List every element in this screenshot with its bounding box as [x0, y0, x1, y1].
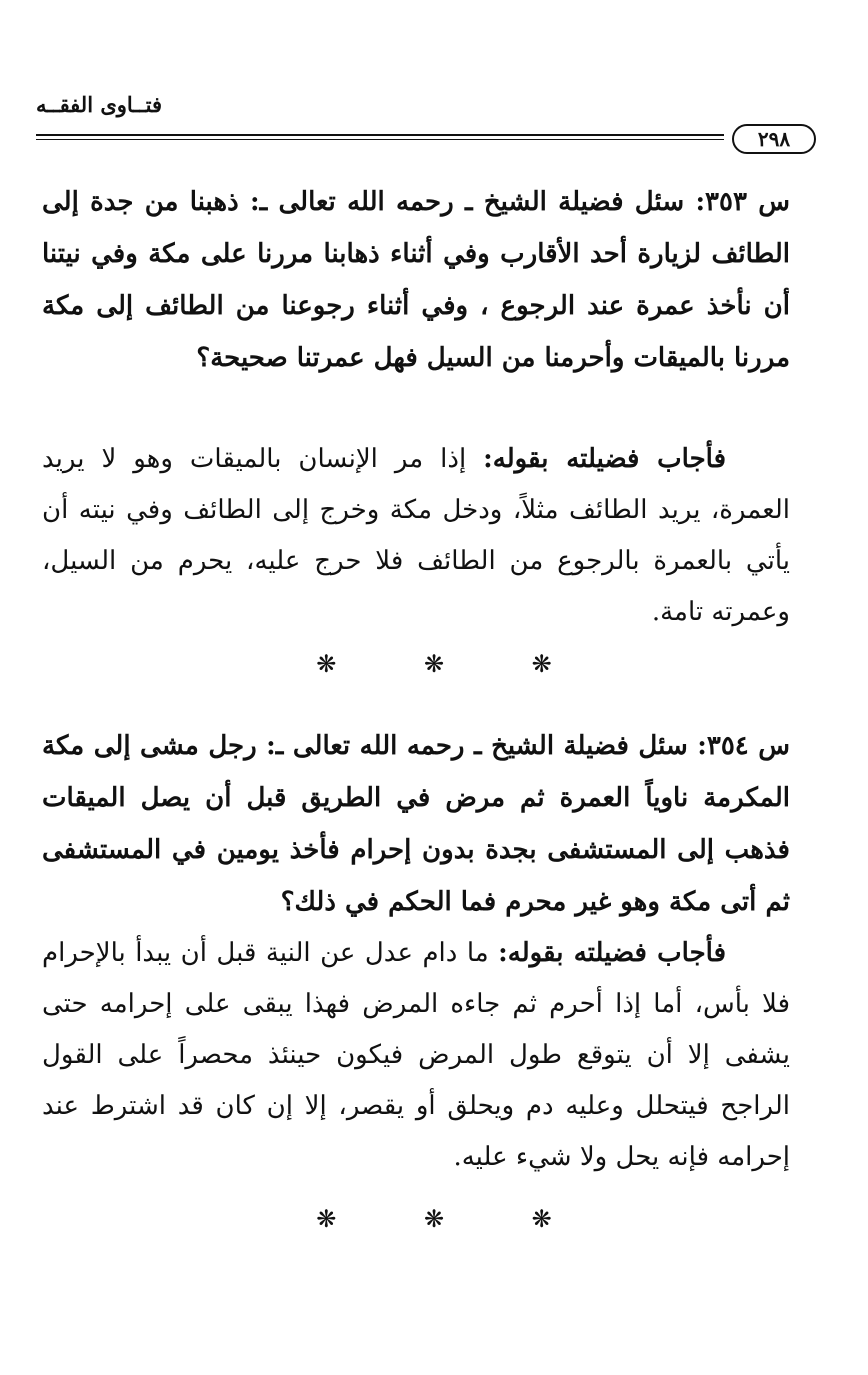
answer-label: فأجاب فضيلته بقوله: [483, 444, 727, 474]
answer-353 [42, 434, 790, 638]
question-354 [42, 720, 790, 928]
running-title: فتــاوى الفقــه [36, 92, 163, 117]
page-number: ٢٩٨ [732, 124, 816, 154]
question-label: س ٣٥٣: [695, 187, 790, 217]
answer-text: ما دام عدل عن النية قبل أن يبدأ بالإحرام فلا بأس، أما إذا أحرم ثم جاءه المرض فهذا يبقى على إحرامه حتى يشفى إلا أن يتوقع طول المرض فيكون حينئذ محصراً على القول الراجح فيتحلل وعليه دم ويحلق أو يقصر، إلا إن كان قد اشترط عند إحرامه فإنه يحل ولا شيء عليه. [42, 938, 790, 1172]
section-separator: ❋ ❋ ❋ [316, 650, 592, 678]
answer-text: إذا مر الإنسان بالميقات وهو لا يريد العمرة، يريد الطائف مثلاً، ودخل مكة وخرج إلى الطائف وفي نيته أن يأتي بالعمرة بالرجوع من الطائف فلا حرج عليه، يحرم من السيل، وعمرته تامة. [42, 444, 790, 627]
question-text: سئل فضيلة الشيخ ـ رحمه الله تعالى ـ: ذهبنا من جدة إلى الطائف لزيارة أحد الأقارب وفي أثناء ذهابنا مررنا على مكة وفي نيتنا أن نأخذ عمرة عند الرجوع ، وفي أثناء رجوعنا من الطائف إلى مكة مررنا بالميقات وأحرمنا من السيل فهل عمرتنا صحيحة؟ [42, 187, 790, 373]
answer-354 [42, 928, 790, 1183]
question-label: س ٣٥٤: [697, 731, 791, 761]
section-separator: ❋ ❋ ❋ [316, 1205, 592, 1233]
answer-label: فأجاب فضيلته بقوله: [498, 938, 727, 968]
question-text: سئل فضيلة الشيخ ـ رحمه الله تعالى ـ: رجل مشى إلى مكة المكرمة ناوياً العمرة ثم مرض في الطريق قبل أن يصل الميقات فذهب إلى المستشفى بجدة بدون إحرام فأخذ يومين في المستشفى ثم أتى مكة وهو غير محرم فما الحكم في ذلك؟ [42, 731, 790, 917]
header-rule-thick [36, 134, 724, 136]
header-rule-thin [36, 139, 724, 140]
header-rule [36, 124, 816, 154]
question-353 [42, 176, 790, 384]
